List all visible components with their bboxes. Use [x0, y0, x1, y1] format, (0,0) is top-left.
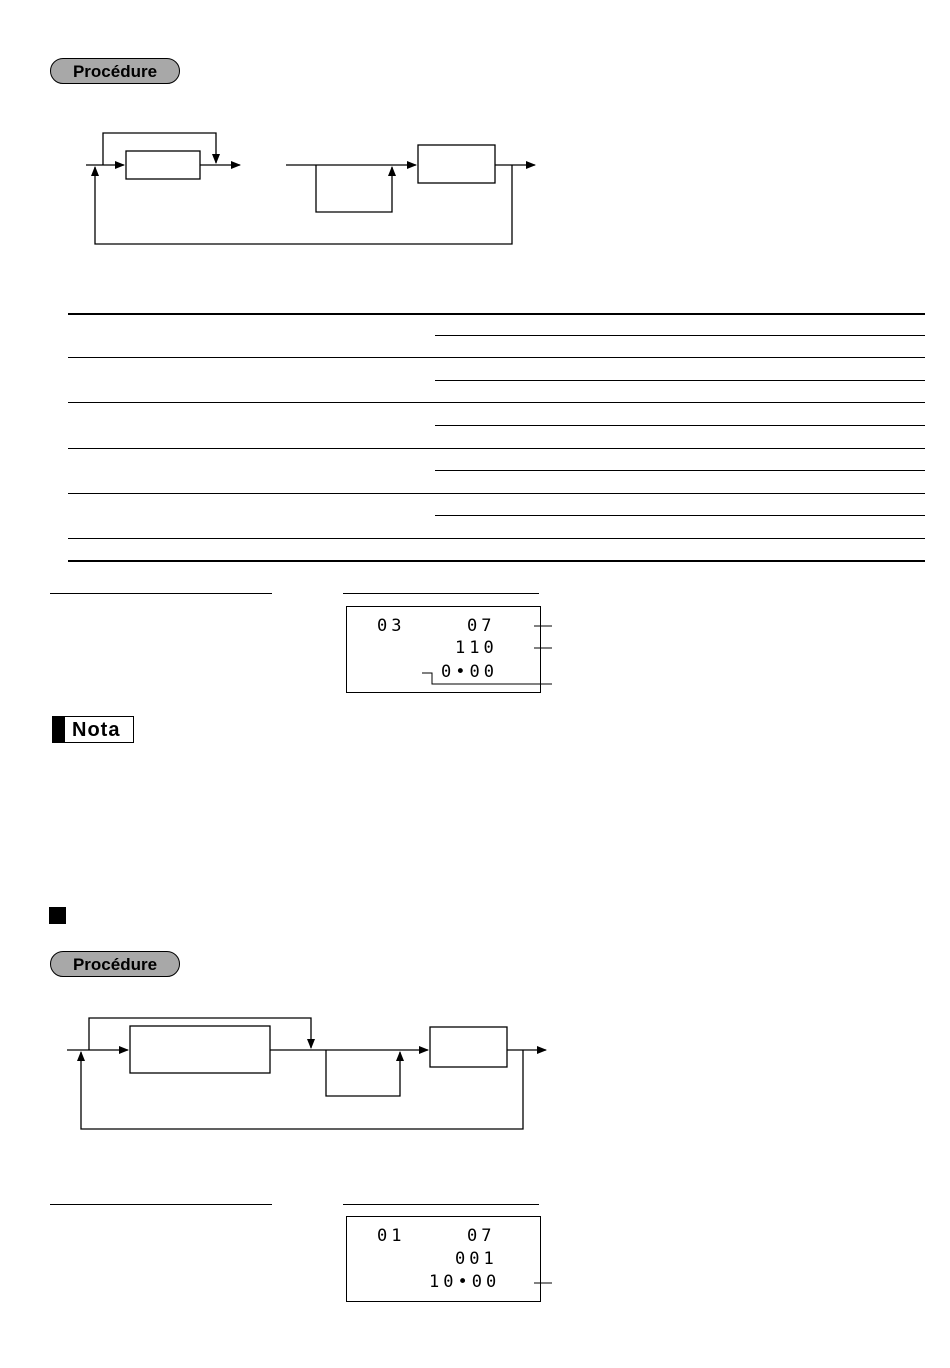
table-row-rule [68, 493, 925, 494]
table-row-rule [435, 425, 925, 426]
table-top-rule [68, 313, 925, 315]
display-callouts-2 [0, 1270, 950, 1300]
key-operation-rule [50, 593, 272, 594]
flow-diagram-1 [0, 120, 950, 260]
table-row-rule [435, 380, 925, 381]
procedure-badge: Procédure [50, 951, 180, 977]
display-line2: 001 [455, 1249, 498, 1269]
procedure-badge: Procédure [50, 58, 180, 84]
table-row-rule [435, 515, 925, 516]
section-bullet-square [49, 907, 66, 924]
flow-box [130, 1026, 270, 1073]
display-line3: 0•00 [441, 662, 498, 682]
display-callouts-1 [0, 600, 950, 700]
table-row-rule [68, 448, 925, 449]
table-row-rule [68, 402, 925, 403]
note-label: Nota [72, 719, 121, 741]
table-bottom-rule [68, 560, 925, 562]
display-line1-right: 07 [467, 616, 496, 636]
note-badge-bar [53, 717, 65, 742]
print-rule [343, 1204, 539, 1205]
note-badge [52, 716, 134, 743]
flow-box [418, 145, 495, 183]
table-row-rule [68, 357, 925, 358]
flow-box [126, 151, 200, 179]
key-operation-rule [50, 1204, 272, 1205]
display-line1-right: 07 [467, 1226, 496, 1246]
flow-box [430, 1027, 507, 1067]
display-line3: 10•00 [429, 1272, 501, 1292]
table-row-rule [435, 470, 925, 471]
display-line1-left: 01 [377, 1226, 406, 1246]
display-line2: 110 [455, 638, 498, 658]
print-rule [343, 593, 539, 594]
flow-diagram-2 [0, 1005, 950, 1140]
table-row-rule [68, 538, 925, 539]
table-row-rule [435, 335, 925, 336]
display-line1-left: 03 [377, 616, 406, 636]
